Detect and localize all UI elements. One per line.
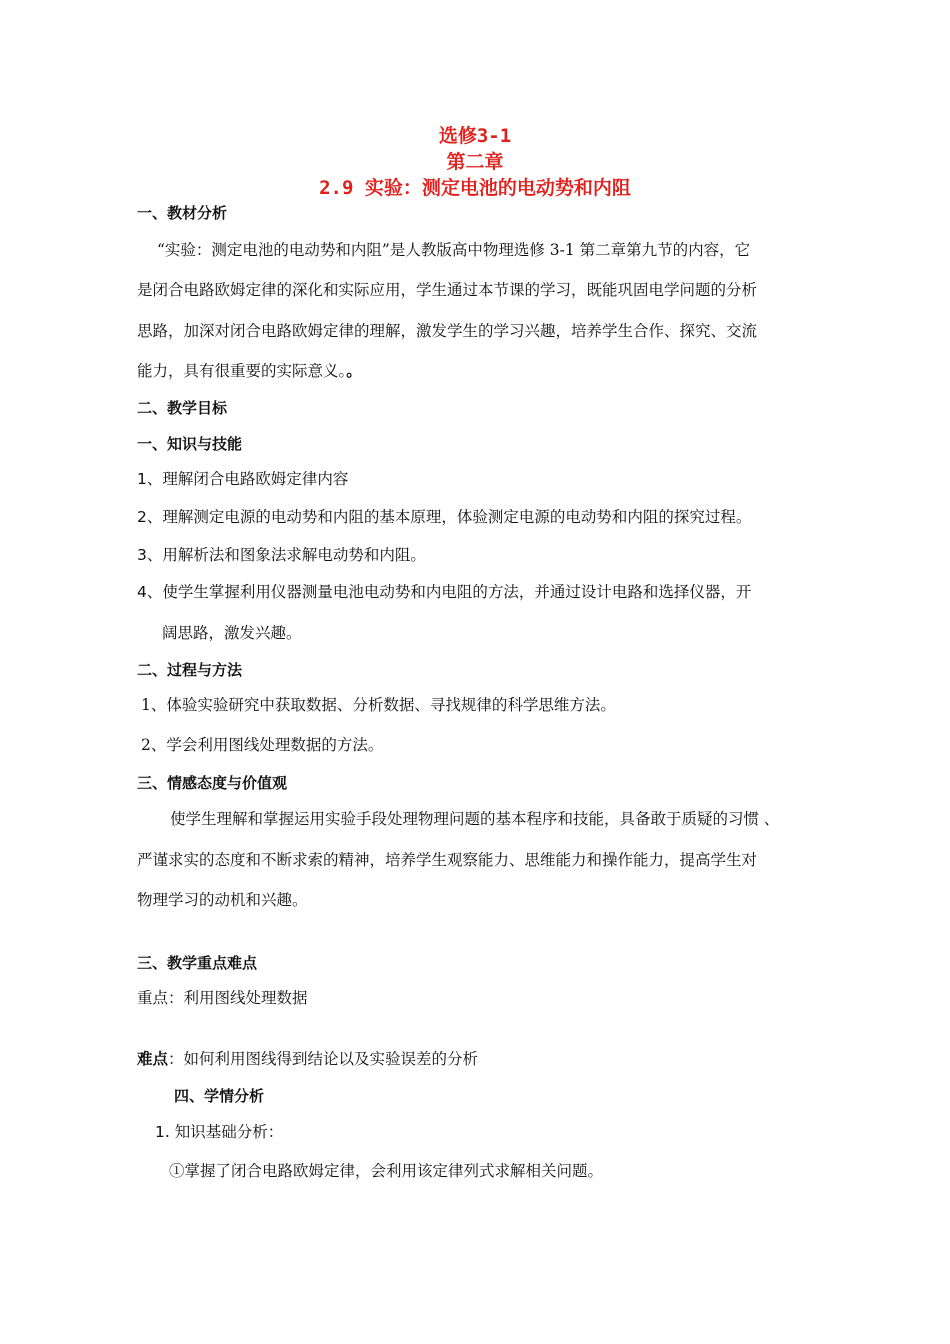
goal-text: 、理解闭合电路欧姆定律内容 (146, 470, 349, 488)
paragraph-line: “实验：测定电池的电动势和内阻”是人教版高中物理选修 3-1 第二章第九节的内容，它 (157, 241, 751, 259)
difficulty-line (137, 1048, 478, 1070)
goal-continuation: 阔思路，激发兴趣。 (162, 624, 302, 642)
paragraph-line: 严谨求实的态度和不断求索的精神，培养学生观察能力、思维能力和操作能力，提高学生对 (137, 851, 758, 869)
paragraph-line: 物理学习的动机和兴趣。 (137, 891, 308, 909)
difficulty-text: ：如何利用图线得到结论以及实验误差的分析 (168, 1050, 479, 1068)
chapter-title: 第二章 (446, 151, 504, 173)
subsection-heading-knowledge-skills: 一、知识与技能 (137, 435, 243, 453)
section-heading-textbook-analysis: 一、教材分析 (137, 204, 228, 222)
paragraph-line (137, 360, 362, 382)
paragraph-line: 是闭合电路欧姆定律的深化和实际应用，学生通过本节课的学习，既能巩固电学问题的分析 (137, 281, 758, 299)
goal-number: 4 (137, 583, 147, 601)
list-number: 1 (155, 1123, 165, 1141)
goal-number: 2 (137, 508, 147, 526)
list-subitem: ①掌握了闭合电路欧姆定律，会利用该定律列式求解相关问题。 (169, 1162, 604, 1180)
paragraph-line: 使学生理解和掌握运用实验手段处理物理问题的基本程序和技能，具备敢于质疑的习惯 、 (170, 810, 780, 828)
punctuation-mark: 。 (346, 362, 362, 380)
subsection-heading-attitude-values: 三、情感态度与价值观 (137, 774, 288, 792)
process-item: 2、学会利用图线处理数据的方法。 (141, 736, 384, 754)
goal-number: 1 (137, 470, 147, 488)
goal-text: 、用解析法和图象法求解电动势和内阻。 (146, 546, 426, 564)
list-item (155, 1121, 283, 1143)
subsection-heading-process-methods: 二、过程与方法 (137, 661, 243, 679)
list-text: . 知识基础分析： (164, 1123, 284, 1141)
process-item: 1、体验实验研究中获取数据、分析数据、寻找规律的科学思维方法。 (141, 696, 616, 714)
paragraph-line: 思路，加深对闭合电路欧姆定律的理解，激发学生的学习兴趣，培养学生合作、探究、交流 (137, 322, 758, 340)
section-heading-teaching-goals: 二、教学目标 (137, 399, 228, 417)
goal-text: 、理解测定电源的电动势和内阻的基本原理，体验测定电源的电动势和内阻的探究过程。 (146, 508, 752, 526)
goal-item (137, 581, 751, 603)
course-title: 选修3-1 (438, 125, 512, 147)
paragraph-text: 能力，具有很重要的实际意义。 (137, 362, 347, 380)
goal-item (137, 544, 426, 566)
goal-item (137, 468, 348, 490)
difficulty-label: 难点 (137, 1050, 169, 1068)
goal-text: 、使学生掌握利用仪器测量电池电动势和内电阻的方法，并通过设计电路和选择仪器，开 (146, 583, 752, 601)
lesson-title: 2.9 实验：测定电池的电动势和内阻 (319, 177, 631, 199)
goal-item (137, 506, 751, 528)
section-heading-learner-analysis: 四、学情分析 (174, 1087, 265, 1105)
section-heading-key-points: 三、教学重点难点 (137, 954, 258, 972)
key-point-line: 重点：利用图线处理数据 (137, 989, 308, 1007)
goal-number: 3 (137, 546, 147, 564)
